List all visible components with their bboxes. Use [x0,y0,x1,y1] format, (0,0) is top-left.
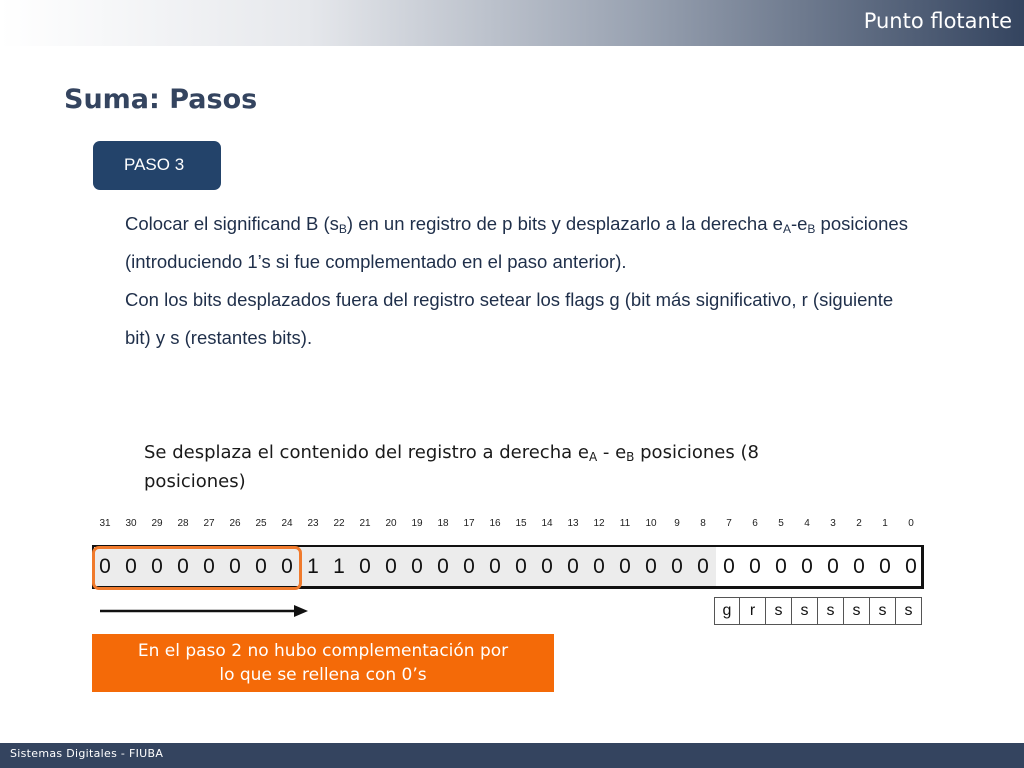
flag-cell: s [896,597,922,625]
bit-index-label: 13 [567,518,579,529]
register-bit: 0 [281,555,293,578]
flag-cell: s [792,597,818,625]
register-bit: 0 [801,555,813,578]
bit-index-label: 0 [908,518,914,529]
footer-bar [0,743,1024,768]
note-line-1: En el paso 2 no hubo complementación por [137,641,509,661]
register-bit: 0 [515,555,527,578]
step-description [125,205,915,357]
bit-index-label: 29 [151,518,163,529]
bit-index-label: 17 [463,518,475,529]
register-bit: 0 [203,555,215,578]
register-bit: 0 [645,555,657,578]
register-bit: 0 [541,555,553,578]
subscript: B [626,450,635,464]
section-title: Punto flotante [863,9,1012,33]
note-callout [92,634,554,692]
text-run: -e [790,213,808,234]
bit-index-label: 9 [674,518,680,529]
bit-index-label: 15 [515,518,527,529]
description-paragraph-2: Con los bits desplazados fuera del registro setear los flags g (bit más significativo, r (siguiente bit) y s (restantes bits). [125,289,894,348]
flag-cell: s [870,597,896,625]
shifted-bits-highlight [92,546,302,590]
bit-index-label: 14 [541,518,553,529]
bit-index-row [92,518,924,534]
bit-index-label: 5 [778,518,784,529]
subscript: B [338,222,347,236]
bit-index-label: 20 [385,518,397,529]
register-bit: 0 [905,555,917,578]
slide-title: Suma: Pasos [64,84,258,115]
register-bit: 0 [177,555,189,578]
bit-index-label: 8 [700,518,706,529]
subscript: A [782,222,791,236]
register-bit: 0 [359,555,371,578]
bit-index-label: 19 [411,518,423,529]
register-bit: 0 [827,555,839,578]
register-bit: 1 [307,555,319,578]
text-run: posiciones (8 posiciones) [144,442,759,492]
step-badge: PASO 3 [93,141,221,190]
bit-index-label: 7 [726,518,732,529]
text-run: Se desplaza el contenido del registro a derecha e [144,442,589,463]
register-bit: 0 [489,555,501,578]
bit-index-label: 3 [830,518,836,529]
flag-cell: s [818,597,844,625]
note-line-2: lo que se rellena con 0’s [219,665,427,685]
bit-index-label: 23 [307,518,319,529]
description-paragraph-1 [125,205,915,281]
bit-index-label: 22 [333,518,345,529]
register-bit: 0 [411,555,423,578]
text-run: - e [597,442,627,463]
subscript: A [588,450,598,464]
register-bit: 0 [619,555,631,578]
text-run: ) en un registro de p bits y desplazarlo a la derecha e [346,213,783,234]
flag-cell: r [740,597,766,625]
register-bit: 0 [255,555,267,578]
shift-explanation [144,438,864,496]
register-bit: 0 [775,555,787,578]
bit-index-label: 10 [645,518,657,529]
register-bit: 0 [697,555,709,578]
register-bit: 0 [229,555,241,578]
bit-index-label: 16 [489,518,501,529]
shift-right-arrow-icon [100,603,310,619]
register-bit: 0 [853,555,865,578]
register-bit: 0 [463,555,475,578]
register-bit: 0 [879,555,891,578]
register-bit: 0 [593,555,605,578]
header-bar [0,0,1024,46]
register-bit: 0 [125,555,137,578]
register-bit: 0 [437,555,449,578]
bit-index-label: 4 [804,518,810,529]
bit-index-label: 26 [229,518,241,529]
bit-index-label: 11 [619,518,631,529]
bit-index-label: 27 [203,518,215,529]
register-bit: 0 [723,555,735,578]
bit-index-label: 18 [437,518,449,529]
register-bit: 0 [567,555,579,578]
footer-text: Sistemas Digitales - FIUBA [10,747,164,760]
bit-index-label: 25 [255,518,267,529]
bit-index-label: 2 [856,518,862,529]
subscript: B [807,222,816,236]
bit-index-label: 24 [281,518,293,529]
register-bit: 0 [99,555,111,578]
register-bit: 0 [749,555,761,578]
text-run: Colocar el significand B (s [125,213,339,234]
flag-cell: s [844,597,870,625]
register-bit: 0 [385,555,397,578]
bit-index-label: 30 [125,518,137,529]
bit-index-label: 28 [177,518,189,529]
flag-cell: g [714,597,740,625]
text-run: posiciones (introduciendo 1’s si fue complementado en el paso anterior). [125,213,908,272]
register-bit: 0 [671,555,683,578]
register-bit: 0 [151,555,163,578]
bit-index-label: 21 [359,518,371,529]
flag-cell: s [766,597,792,625]
bit-index-label: 31 [99,518,111,529]
bit-index-label: 6 [752,518,758,529]
bit-index-label: 1 [882,518,888,529]
bit-index-label: 12 [593,518,605,529]
register-bit: 1 [333,555,345,578]
